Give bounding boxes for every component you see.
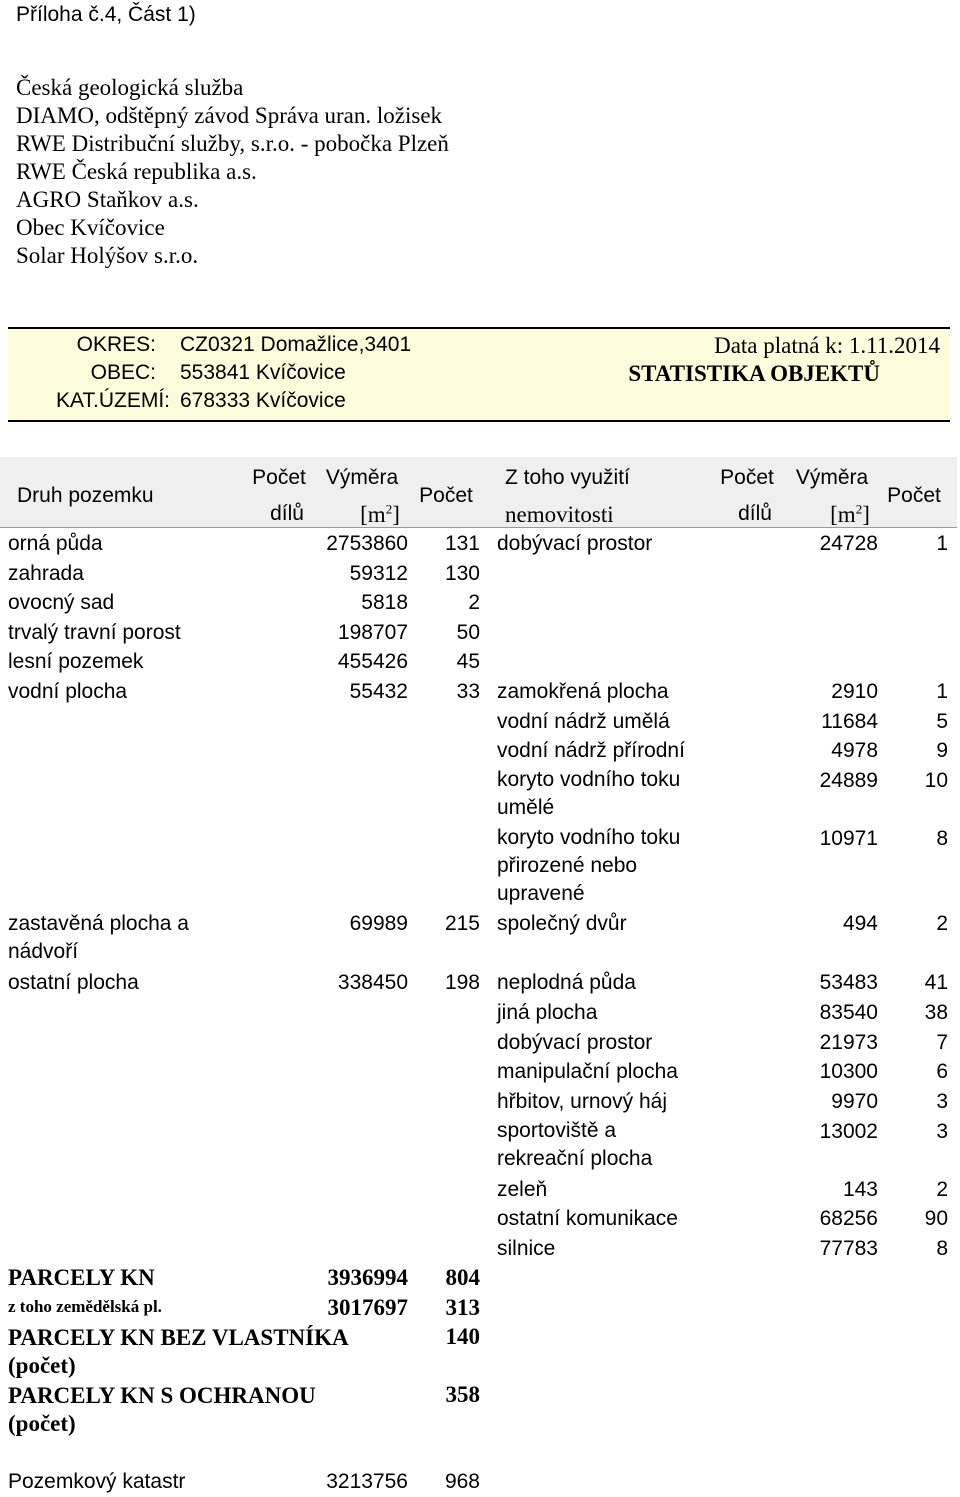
recipient-item: Obec Kvíčovice	[16, 215, 165, 240]
land-type-count: 215	[444, 912, 480, 935]
usage-area: 13002	[819, 1120, 878, 1143]
usage-count: 8	[936, 1237, 948, 1260]
col-header-pocet: Počet	[419, 484, 473, 507]
obec-label: OBEC:	[90, 361, 156, 384]
land-type-name: vodní plocha	[8, 680, 128, 703]
usage-area: 10300	[819, 1060, 878, 1083]
usage-area: 10971	[819, 827, 878, 850]
recipient-item: Česká geologická služba	[16, 75, 244, 100]
land-type-name: ovocný sad	[8, 591, 115, 614]
parcely-kn-label: PARCELY KN	[8, 1265, 155, 1290]
usage-area: 4978	[831, 739, 878, 762]
okres-label: OKRES:	[76, 333, 156, 356]
usage-name: neplodná půda	[497, 971, 636, 994]
usage-name: zamokřená plocha	[497, 680, 669, 703]
land-type-area: 455426	[337, 650, 408, 673]
usage-count: 2	[936, 912, 948, 935]
usage-name: koryto vodního toku přirozené nebo upravené	[497, 826, 681, 905]
land-type-name: ostatní plocha	[8, 971, 139, 994]
usage-area: 83540	[819, 1001, 878, 1024]
col-header-vyuziti-line2: nemovitosti	[505, 502, 614, 527]
land-type-area: 69989	[349, 912, 408, 935]
usage-count: 8	[936, 827, 948, 850]
unit-close: ]	[392, 502, 400, 527]
usage-count: 90	[924, 1207, 948, 1230]
land-type-area: 2753860	[326, 532, 408, 555]
usage-area: 77783	[819, 1237, 878, 1260]
land-type-count: 33	[456, 680, 480, 703]
usage-name: silnice	[497, 1237, 556, 1260]
report-title: STATISTIKA OBJEKTŮ	[628, 361, 880, 386]
unit-close: ]	[862, 502, 870, 527]
bez-vlastnika-count: 140	[445, 1324, 480, 1349]
usage-name: vodní nádrž umělá	[497, 710, 670, 733]
attachment-label: Příloha č.4, Část 1)	[16, 3, 196, 26]
land-type-count: 130	[444, 562, 480, 585]
land-type-name: lesní pozemek	[8, 650, 144, 673]
usage-area: 21973	[819, 1031, 878, 1054]
usage-area: 11684	[821, 710, 878, 733]
col-header-vyuziti: Z toho využití	[505, 466, 630, 489]
land-type-area: 338450	[337, 971, 408, 994]
land-type-count: 45	[456, 650, 480, 673]
parcely-kn-count: 804	[445, 1265, 480, 1290]
unit-sup: 2	[385, 501, 393, 517]
usage-count: 2	[936, 1178, 948, 1201]
usage-name: jiná plocha	[497, 1001, 598, 1024]
usage-count: 1	[936, 532, 948, 555]
unit-text: [m	[360, 502, 386, 527]
land-type-area: 5818	[361, 591, 408, 614]
recipient-item: Solar Holýšov s.r.o.	[16, 243, 199, 268]
usage-name: hřbitov, urnový háj	[497, 1090, 668, 1113]
valid-date: Data platná k: 1.11.2014	[714, 333, 940, 358]
land-type-name: zahrada	[8, 562, 84, 585]
unit-text: [m	[830, 502, 856, 527]
col-header-vymera: Výměra	[325, 466, 399, 489]
usage-area: 53483	[819, 971, 878, 994]
zemedelska-count: 313	[445, 1295, 480, 1320]
recipient-item: RWE Česká republika a.s.	[16, 159, 257, 184]
col-header-druh: Druh pozemku	[17, 484, 154, 507]
usage-area: 494	[842, 912, 878, 935]
usage-count: 1	[936, 680, 948, 703]
col-header-r-pocet: Počet	[887, 484, 941, 507]
recipient-item: DIAMO, odštěpný závod Správa uran. ložisek	[16, 103, 443, 128]
land-type-name: trvalý travní porost	[8, 621, 181, 644]
kat-uzemi-label: KAT.ÚZEMÍ:	[56, 389, 170, 412]
parcely-kn-area: 3936994	[327, 1265, 408, 1290]
land-type-name: orná půda	[8, 532, 103, 555]
col-header-pocet-dilu-line2: dílů	[270, 502, 304, 525]
usage-count: 3	[936, 1090, 948, 1113]
usage-name: vodní nádrž přírodní	[497, 739, 685, 762]
land-type-count: 198	[444, 971, 480, 994]
usage-area: 143	[842, 1178, 878, 1201]
usage-count: 41	[924, 971, 948, 994]
land-type-count: 131	[444, 532, 480, 555]
usage-area: 24728	[819, 532, 878, 555]
usage-name: dobývací prostor	[497, 1031, 653, 1054]
pozemkovy-katastr-label: Pozemkový katastr	[8, 1470, 186, 1493]
land-type-name: zastavěná plocha a nádvoří	[8, 912, 189, 963]
usage-name: zeleň	[497, 1178, 548, 1201]
col-header-r-pocet-dilu: Počet	[720, 466, 774, 489]
usage-count: 9	[936, 739, 948, 762]
usage-name: společný dvůr	[497, 912, 627, 935]
s-ochranou-count: 358	[445, 1382, 480, 1407]
zemedelska-area: 3017697	[327, 1295, 408, 1320]
pozemkovy-katastr-count: 968	[444, 1470, 480, 1493]
usage-name: dobývací prostor	[497, 532, 653, 555]
usage-name: manipulační plocha	[497, 1060, 678, 1083]
usage-area: 9970	[831, 1090, 878, 1113]
divider	[8, 421, 950, 422]
usage-count: 7	[936, 1031, 948, 1054]
kat-uzemi-value: 678333 Kvíčovice	[180, 389, 346, 412]
zemedelska-label: z toho zemědělská pl.	[8, 1297, 162, 1316]
col-header-pocet-dilu: Počet	[252, 466, 306, 489]
recipient-list	[16, 74, 449, 270]
s-ochranou-label: PARCELY KN S OCHRANOU (počet)	[8, 1383, 316, 1436]
recipient-item: AGRO Staňkov a.s.	[16, 187, 199, 212]
usage-count: 3	[936, 1120, 948, 1143]
land-type-count: 50	[456, 621, 480, 644]
usage-area: 68256	[819, 1207, 878, 1230]
usage-area: 24889	[819, 769, 878, 792]
obec-value: 553841 Kvíčovice	[180, 361, 346, 384]
col-header-r-vymera: Výměra	[795, 466, 869, 489]
col-header-r-pocet-dilu-line2: dílů	[738, 502, 772, 525]
usage-name: koryto vodního toku umělé	[497, 768, 681, 819]
bez-vlastnika-label: PARCELY KN BEZ VLASTNÍKA (počet)	[8, 1325, 348, 1378]
land-type-area: 55432	[349, 680, 408, 703]
usage-name: sportoviště a rekreační plocha	[497, 1119, 653, 1170]
usage-count: 5	[936, 710, 948, 733]
land-type-area: 198707	[337, 621, 408, 644]
usage-count: 38	[924, 1001, 948, 1024]
usage-count: 6	[936, 1060, 948, 1083]
usage-name: ostatní komunikace	[497, 1207, 678, 1230]
usage-area: 2910	[831, 680, 878, 703]
land-type-count: 2	[468, 591, 480, 614]
usage-count: 10	[924, 769, 948, 792]
land-type-area: 59312	[349, 562, 408, 585]
okres-value: CZ0321 Domažlice,3401	[180, 333, 412, 356]
recipient-item: RWE Distribuční služby, s.r.o. - pobočka Plzeň	[16, 131, 449, 156]
pozemkovy-katastr-area: 3213756	[326, 1470, 408, 1493]
unit-sup: 2	[855, 501, 863, 517]
